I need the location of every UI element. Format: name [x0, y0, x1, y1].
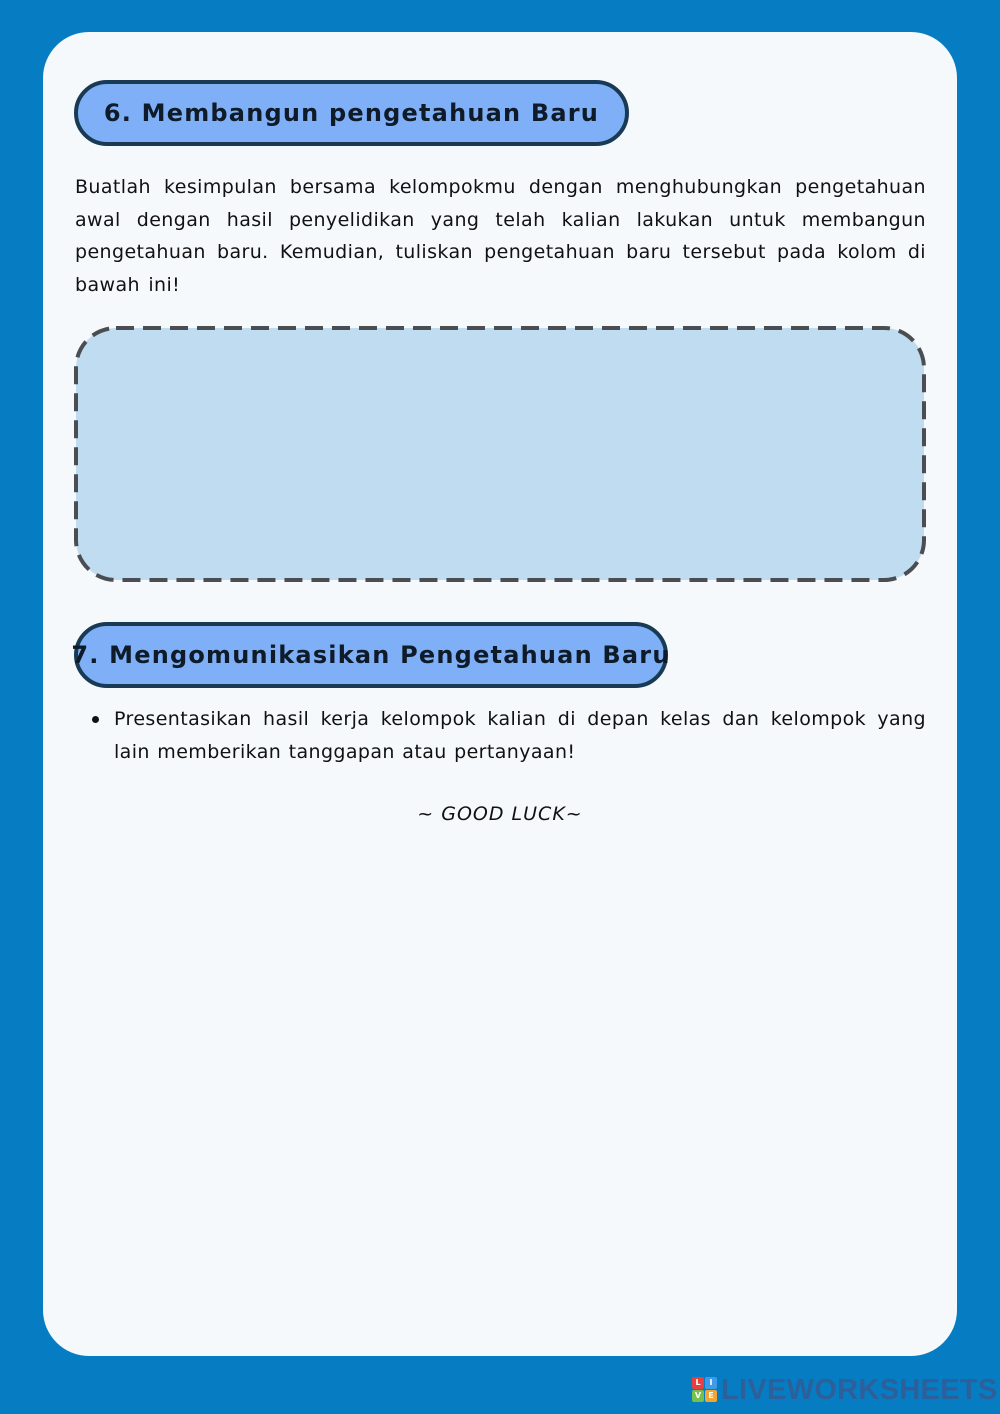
answer-box-outline [74, 326, 926, 582]
section-7-bullet-list [92, 703, 926, 768]
answer-box-border [76, 328, 924, 580]
liveworksheets-watermark [692, 1373, 998, 1406]
watermark-text: LIVEWORKSHEETS [721, 1373, 998, 1406]
liveworksheets-logo-icon [692, 1377, 718, 1403]
bullet-text: Presentasikan hasil kerja kelompok kalian di depan kelas dan kelompok yang lain memberikan tanggapan atau pertanyaan! [114, 708, 926, 763]
list-item [92, 703, 926, 768]
answer-text-box[interactable] [74, 326, 926, 582]
closing-message: ~ GOOD LUCK~ [417, 803, 583, 825]
logo-tile-v: V [692, 1390, 704, 1402]
logo-tile-e: E [705, 1390, 717, 1402]
logo-tile-l: L [692, 1377, 704, 1389]
section-6-instruction: Buatlah kesimpulan bersama kelompokmu dengan menghubungkan pengetahuan awal dengan hasil penyelidikan yang telah kalian lakukan untuk membangun pengetahuan baru. Kemudian, tuliskan pengetahuan baru tersebut pada kolom di bawah ini! [75, 176, 926, 297]
section-6-heading: 6. Membangun pengetahuan Baru [74, 80, 629, 146]
bullet-dot-icon [92, 716, 99, 723]
logo-tile-i: I [705, 1377, 717, 1389]
section-7-heading: 7. Mengomunikasikan Pengetahuan Baru [74, 622, 668, 688]
